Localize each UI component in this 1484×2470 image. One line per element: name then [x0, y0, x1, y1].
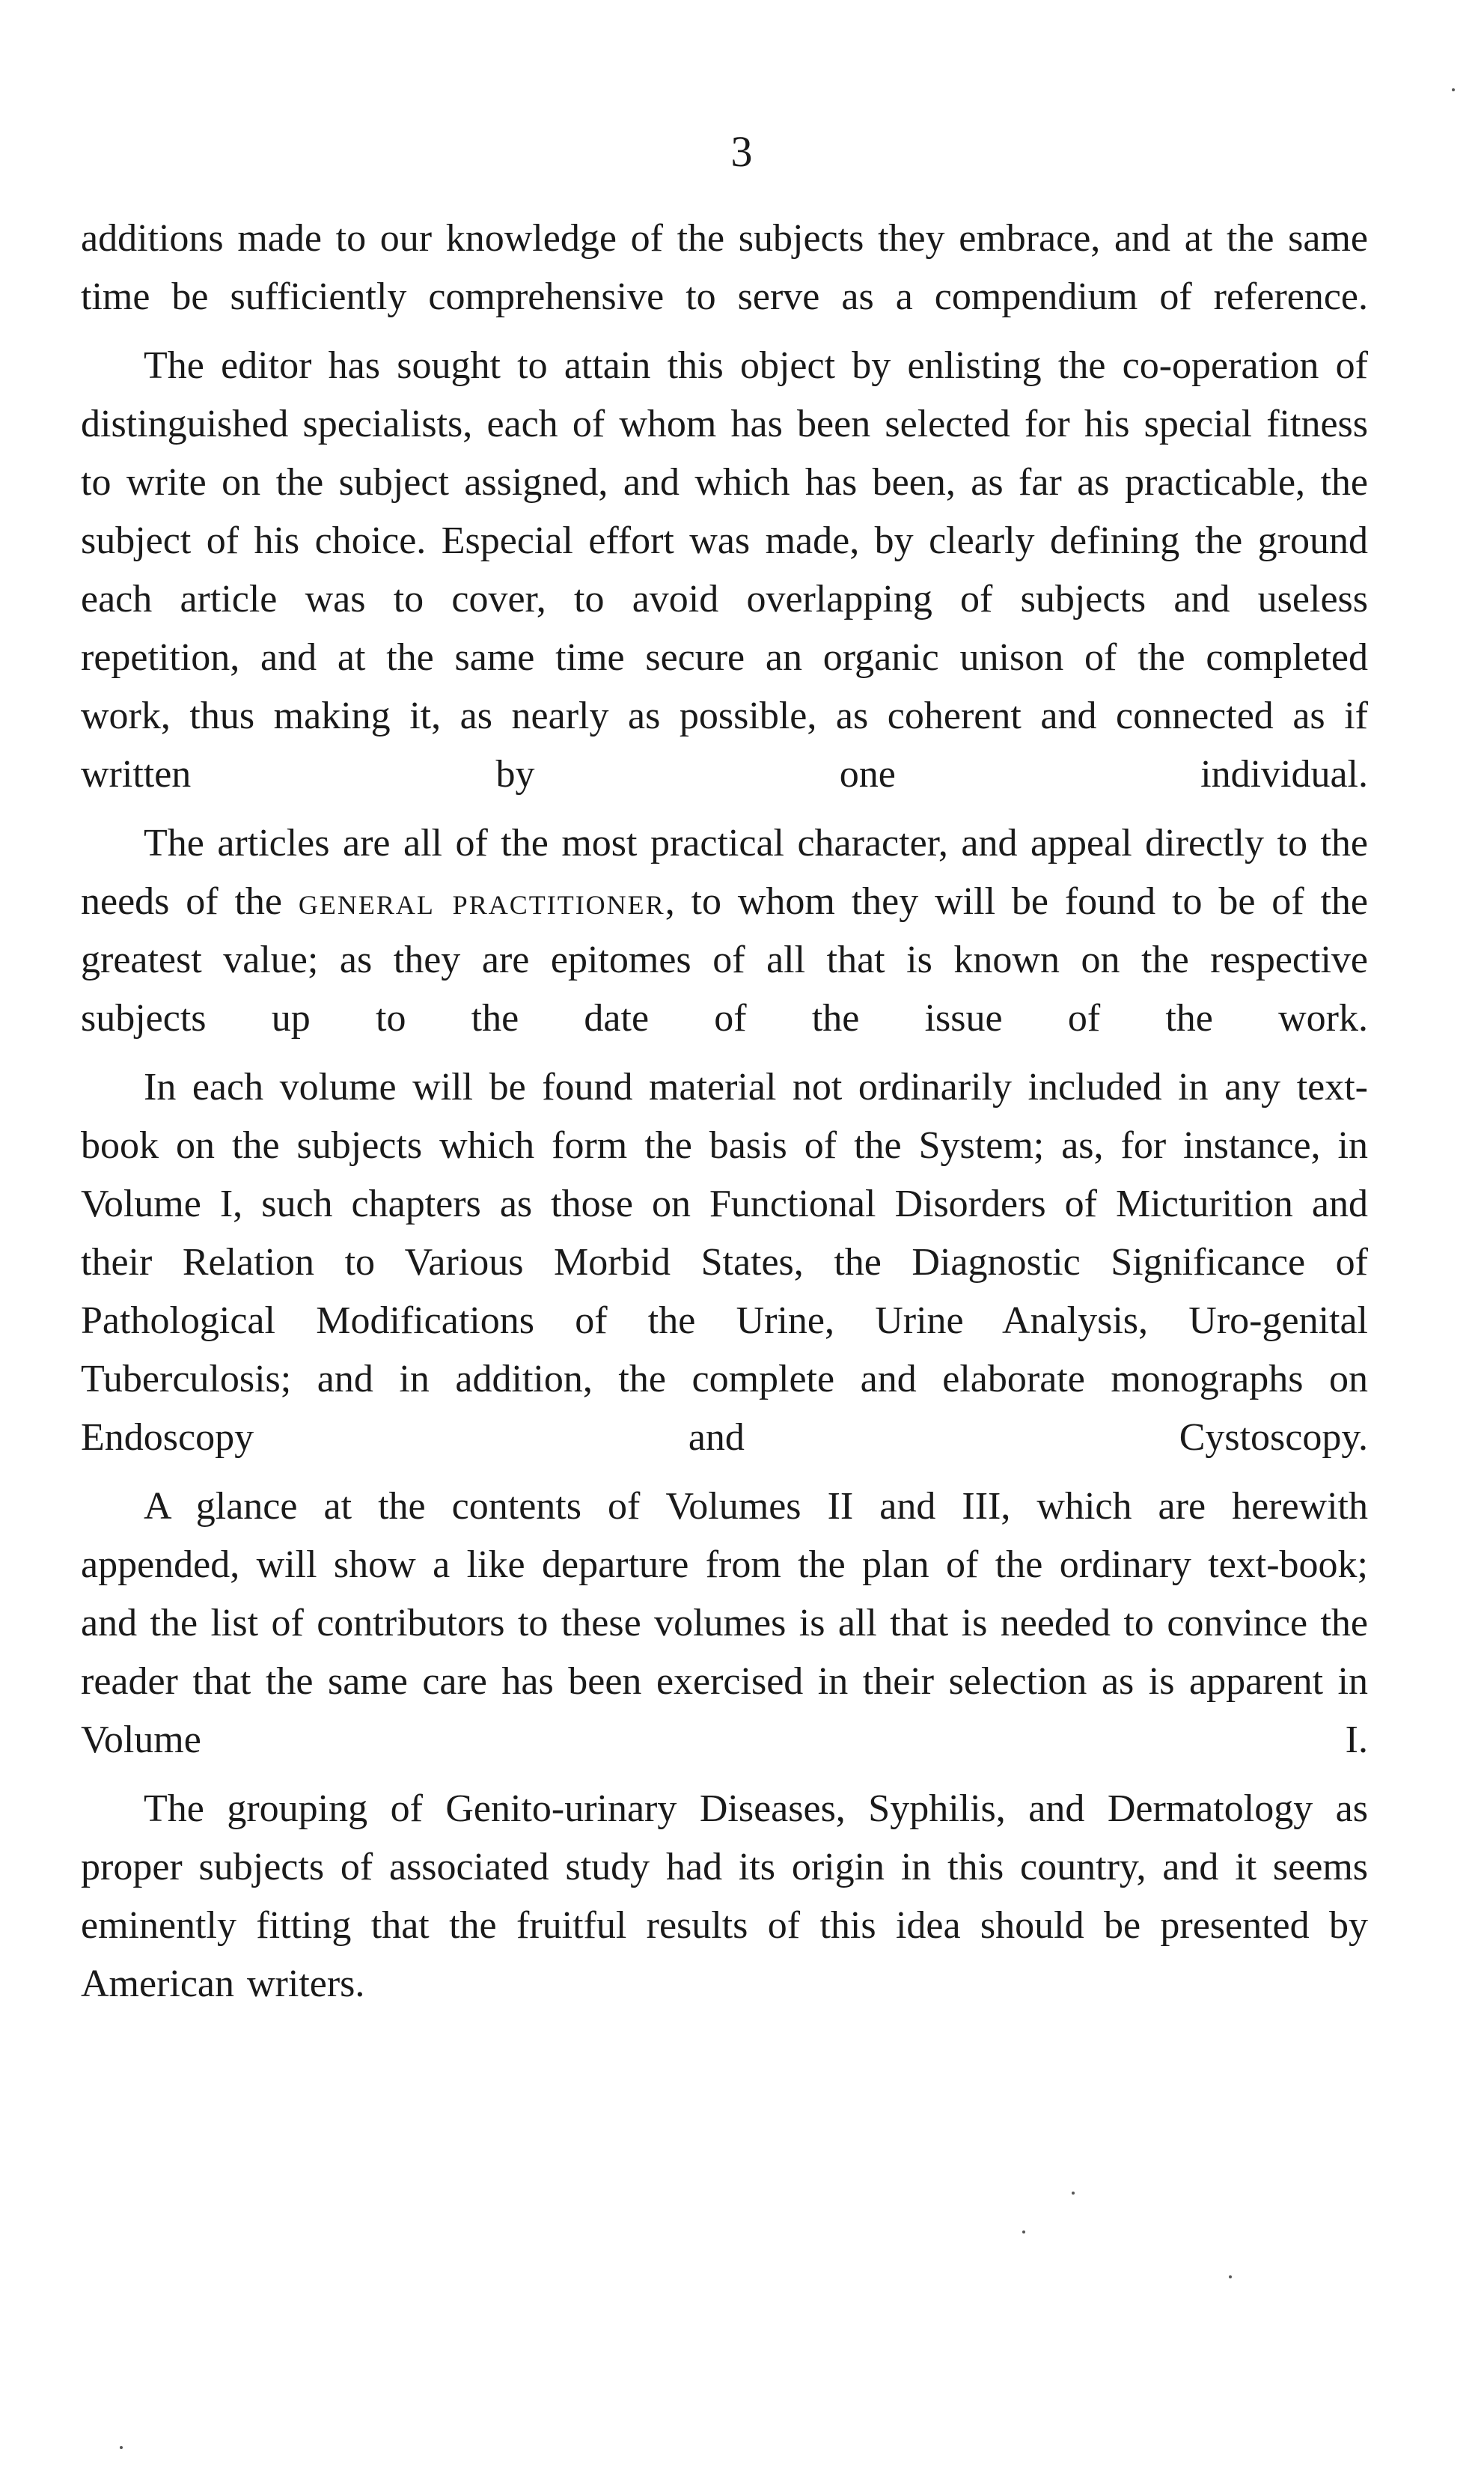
paragraph-continuation: additions made to our knowledge of the subjects they embrace, and at the same time be sufficiently comprehensive to serve as a compendium of reference. — [81, 217, 1368, 318]
paragraph-editor-object: The editor has sought to attain this object by enlisting the co-operation of distinguished specialists, each of whom has been selected for his special fitness to write on the subject assigned, and which has been, as far as practicable, the subject of his choice. Especial effort was made, by clearly defining the ground each article was to cover, to avoid overlapping of subjects and useless repetition, and at the same time secure an organic unison of the completed work, thus making it, as nearly as possible, as coherent and connected as if written by one individual. — [81, 344, 1368, 796]
paragraph-practical-character — [81, 814, 1368, 1048]
general-practitioner-smallcaps: general practitioner — [298, 880, 665, 923]
paragraph-grouping: The grouping of Genito-urinary Diseases, Syphilis, and Dermatology as proper subjects of associated study had its origin in this country, and it seems eminently fitting that the fruitful results of this idea should be presented by American writers. — [81, 1787, 1368, 2005]
page-number: 3 — [730, 127, 754, 176]
paragraph-practical-character-start: The articles are all of the most practical character, and appeal directly to the needs of the — [81, 822, 1368, 923]
scan-speck — [120, 2446, 123, 2449]
scan-speck — [1452, 88, 1455, 91]
paragraph-practical-character-end: , to whom they will be found to be of the greatest value; as they are epitomes of all that is known on the respective subjects up to the date of the issue of the work. — [81, 880, 1368, 1040]
body-text — [81, 210, 1368, 2013]
scan-speck — [1022, 2230, 1025, 2233]
paragraph-volumes-contents: A glance at the contents of Volumes II and III, which are herewith appended, will show a like departure from the plan of the ordinary text-book; and the list of contributors to these volumes is all that is needed to convince the reader that the same care has been exercised in their selection as is apparent in Volume I. — [81, 1485, 1368, 1761]
paragraph-volume-material: In each volume will be found material not ordinarily included in any text-book on the subjects which form the basis of the System; as, for instance, in Volume I, such chapters as those on Functional Disorders of Micturition and their Relation to Various Morbid States, the Diagnostic Significance of Pathological Modifications of the Urine, Urine Analysis, Uro-genital Tuberculosis; and in addition, the complete and elaborate monographs on Endoscopy and Cystoscopy. — [81, 1066, 1368, 1459]
scan-speck — [1229, 2275, 1232, 2278]
scan-speck — [1072, 2192, 1075, 2195]
